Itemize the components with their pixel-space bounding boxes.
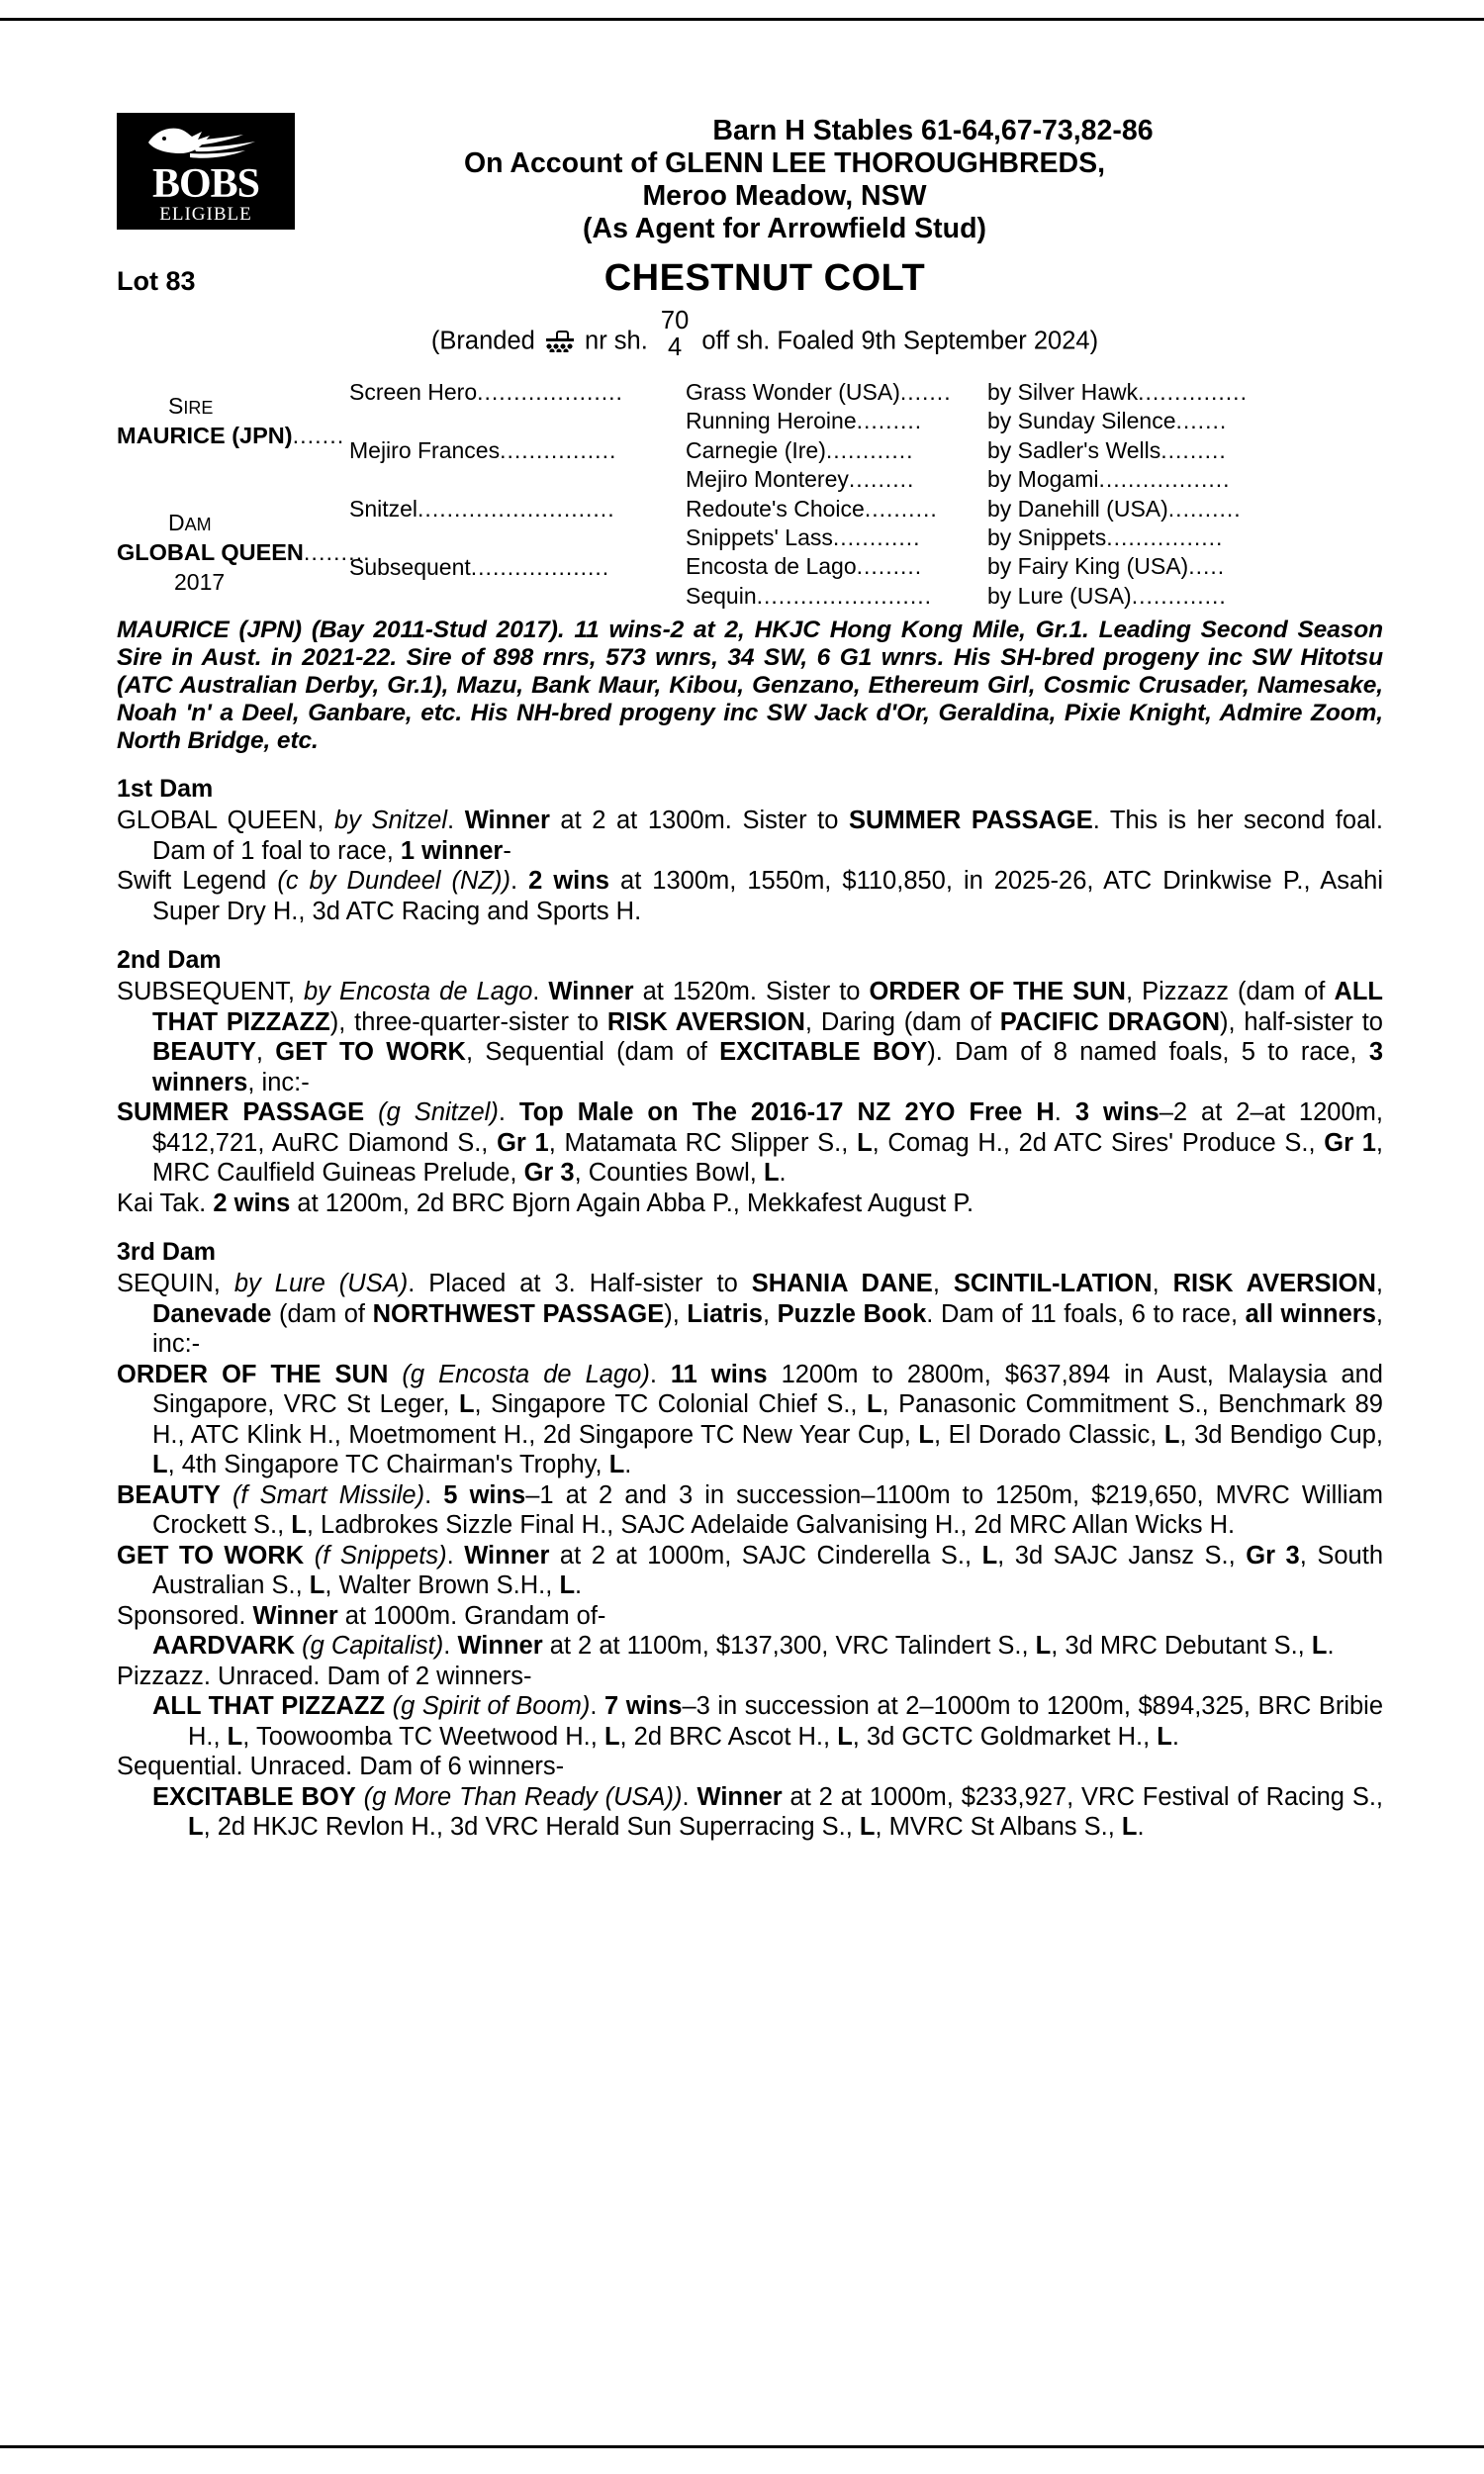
pedigree-entry: Sponsored. Winner at 1000m. Grandam of- bbox=[117, 1601, 606, 1630]
by-sire-7: by Fairy King (USA)..... bbox=[987, 553, 1226, 580]
second-dam-heading: 2nd Dam bbox=[117, 946, 222, 974]
sire-label: SIRE bbox=[168, 393, 214, 419]
brand-symbol-icon bbox=[545, 330, 575, 353]
dam-label: DAM bbox=[168, 510, 212, 535]
grandparent-4: Subsequent................... bbox=[349, 554, 610, 580]
brand-denominator: 4 bbox=[667, 333, 683, 361]
by-sire-6: by Snippets................ bbox=[987, 523, 1224, 550]
by-sire-3: by Sadler's Wells......... bbox=[987, 436, 1227, 463]
bobs-eligible-label: ELIGIBLE bbox=[159, 204, 252, 225]
pedigree-entry: ORDER OF THE SUN (g Encosta de Lago). 11 wins 1200m to 2800m, $637,894 in Aust, Malaysia and Singapore, VRC St Leger, L, Singapore TC Colonial Chief S., L, Panasonic Commitment S., Benchmark 89 H., ATC Klink H., Moetmoment H., 2d Singapore TC New Year Cup, L, El Dorado Classic, L, 3d Bendigo Cup, L, 4th Singapore TC Chairman's Trophy, L. bbox=[117, 1360, 1383, 1478]
third-dam-heading: 3rd Dam bbox=[117, 1238, 217, 1266]
pedigree-entry: GET TO WORK (f Snippets). Winner at 2 at 1000m, SAJC Cinderella S., L, 3d SAJC Jansz S., Gr 3, South Australian S., L, Walter Brown S.H., L. bbox=[117, 1541, 1384, 1599]
branding-line bbox=[117, 309, 1383, 360]
pedigree-entry: AARDVARK (g Capitalist). Winner at 2 at 1100m, $137,300, VRC Talindert S., L, 3d MRC Debutant S., L. bbox=[152, 1632, 1335, 1660]
header bbox=[117, 89, 1383, 245]
great-grandparent-2: Running Heroine......... bbox=[686, 408, 923, 434]
brand-number-fraction bbox=[661, 309, 689, 360]
dam-name: GLOBAL QUEEN......... bbox=[117, 539, 371, 565]
second-dam-entries bbox=[117, 1097, 1383, 1218]
bobs-wordmark: BOBS bbox=[151, 161, 260, 207]
brand-numerator: 70 bbox=[660, 307, 690, 334]
third-dam-entries bbox=[117, 1360, 1383, 1843]
vendor-account-line: On Account of GLENN LEE THOROUGHBREDS, bbox=[463, 147, 1106, 179]
pedigree-entry: ALL THAT PIZZAZZ (g Spirit of Boom). 7 wins–3 in succession at 2–1000m to 1200m, $894,325, BRC Bribie H., L, Toowoomba TC Weetwood H., L, 2d BRC Ascot H., L, 3d GCTC Goldmarket H., L. bbox=[152, 1692, 1384, 1751]
second-dam-main: SUBSEQUENT, by Encosta de Lago. Winner at 1520m. Sister to ORDER OF THE SUN, Pizzazz (dam of ALL THAT PIZZAZZ), three-quarter-sister to RISK AVERSION, Daring (dam of PACIFIC DRAGON), half-sister to BEAUTY, GET TO WORK, Sequential (dam of EXCITABLE BOY). Dam of 8 named foals, 5 to race, 3 winners, inc:- bbox=[117, 978, 1384, 1096]
lot-number: Lot 83 bbox=[117, 266, 196, 296]
pedigree-entry: EXCITABLE BOY (g More Than Ready (USA)). Winner at 2 at 1000m, $233,927, VRC Festival of Racing S., L, 2d HKJC Revlon H., 3d VRC Herald Sun Superracing S., L, MVRC St Albans S., L. bbox=[152, 1782, 1383, 1841]
page-title: CHESTNUT COLT bbox=[603, 257, 926, 299]
pedigree-entry: BEAUTY (f Smart Missile). 5 wins–1 at 2 and 3 in succession–1100m to 1250m, $219,650, MVRC William Crockett S., L, Ladbrokes Sizzle Final H., SAJC Adelaide Galvanising H., 2d MRC Allan Wicks H. bbox=[117, 1480, 1383, 1539]
vendor-agent-line: (As Agent for Arrowfield Stud) bbox=[583, 213, 986, 244]
branded-suffix: off sh. Foaled 9th September 2024) bbox=[701, 327, 1099, 355]
branded-near-shoulder: nr sh. bbox=[585, 327, 648, 355]
pedigree-entry: Pizzazz. Unraced. Dam of 2 winners- bbox=[117, 1662, 532, 1690]
dam-year: 2017 bbox=[174, 569, 226, 595]
grandparent-3: Snitzel........................... bbox=[349, 496, 615, 522]
sire-name: MAURICE (JPN)....... bbox=[117, 423, 345, 448]
horse-head-icon bbox=[140, 121, 271, 164]
vendor-location-line: Meroo Meadow, NSW bbox=[642, 180, 927, 212]
grandparent-2: Mejiro Frances................ bbox=[349, 437, 617, 463]
vendor-details bbox=[117, 89, 1383, 245]
pedigree-entry: Swift Legend (c by Dundeel (NZ)). 2 wins at 1300m, 1550m, $110,850, in 2025-26, ATC Drinkwise P., Asahi Super Dry H., 3d ATC Racing and Sports H. bbox=[117, 867, 1383, 925]
branded-prefix: (Branded bbox=[430, 327, 535, 355]
pedigree-table bbox=[117, 378, 1383, 611]
pedigree-entry: Sequential. Unraced. Dam of 6 winners- bbox=[117, 1753, 565, 1780]
by-sire-5: by Danehill (USA).......... bbox=[987, 495, 1242, 522]
by-sire-8: by Lure (USA)............. bbox=[987, 582, 1227, 609]
first-dam-main: GLOBAL QUEEN, by Snitzel. Winner at 2 at 1300m. Sister to SUMMER PASSAGE. This is her second foal. Dam of 1 foal to race, 1 winner- bbox=[117, 807, 1384, 865]
pedigree-parents-column bbox=[117, 378, 371, 611]
great-grandparent-4: Mejiro Monterey......... bbox=[686, 466, 915, 493]
top-rule bbox=[0, 18, 1484, 21]
by-sire-2: by Sunday Silence....... bbox=[987, 408, 1228, 434]
sire-description: MAURICE (JPN) (Bay 2011-Stud 2017). 11 wins-2 at 2, HKJC Hong Kong Mile, Gr.1. Leading Second Season Sire in Aust. in 2021-22. Sire of 898 rnrs, 573 wnrs, 34 SW, 6 G1 wnrs. His SH-bred progeny inc SW Hitotsu (ATC Australian Derby, Gr.1), Mazu, Bank Maur, Kibou, Genzano, Ethereum Girl, Cosmic Crusader, Namesake, Noah 'n' a Deel, Ganbare, etc. His NH-bred progeny inc SW Jack d'Or, Geraldina, Pixie Knight, Admire Zoom, North Bridge, etc. bbox=[117, 617, 1383, 754]
lot-title-row bbox=[117, 257, 1383, 303]
great-grandparent-1: Grass Wonder (USA)....... bbox=[686, 379, 952, 405]
great-grandparent-5: Redoute's Choice.......... bbox=[686, 495, 938, 522]
grandparent-1: Screen Hero.................... bbox=[349, 379, 623, 405]
bottom-rule bbox=[0, 2445, 1484, 2448]
pedigree-entry: SUMMER PASSAGE (g Snitzel). Top Male on The 2016-17 NZ 2YO Free H. 3 wins–2 at 2–at 1200m, $412,721, AuRC Diamond S., Gr 1, Matamata RC Slipper S., L, Comag H., 2d ATC Sires' Produce S., Gr 1, MRC Caulfield Guineas Prelude, Gr 3, Counties Bowl, L. bbox=[117, 1098, 1383, 1187]
third-dam-main: SEQUIN, by Lure (USA). Placed at 3. Half-sister to SHANIA DANE, SCINTIL-LATION, RISK AVERSION, Danevade (dam of NORTHWEST PASSAGE), Liatris, Puzzle Book. Dam of 11 foals, 6 to race, all winners, inc:- bbox=[117, 1270, 1384, 1358]
first-dam-entries bbox=[117, 866, 1383, 926]
page-content bbox=[117, 89, 1383, 1843]
barn-stables-line: Barn H Stables 61-64,67-73,82-86 bbox=[712, 115, 1154, 146]
great-grandparent-6: Snippets' Lass............ bbox=[686, 523, 921, 550]
by-sire-4: by Mogami.................. bbox=[987, 466, 1231, 493]
first-dam-heading: 1st Dam bbox=[117, 775, 214, 803]
great-grandparent-3: Carnegie (Ire)............ bbox=[686, 436, 914, 463]
pedigree-entry: Kai Tak. 2 wins at 1200m, 2d BRC Bjorn Again Abba P., Mekkafest August P. bbox=[117, 1189, 974, 1217]
by-sire-1: by Silver Hawk............... bbox=[987, 379, 1248, 405]
great-grandparent-8: Sequin........................ bbox=[686, 582, 932, 609]
pedigree-by-sire-column bbox=[987, 378, 1383, 611]
great-grandparent-7: Encosta de Lago......... bbox=[686, 553, 923, 580]
bobs-eligible-logo bbox=[117, 113, 295, 230]
pedigree-great-grandparents-column bbox=[686, 378, 987, 611]
pedigree-grandparents-column bbox=[349, 378, 686, 611]
